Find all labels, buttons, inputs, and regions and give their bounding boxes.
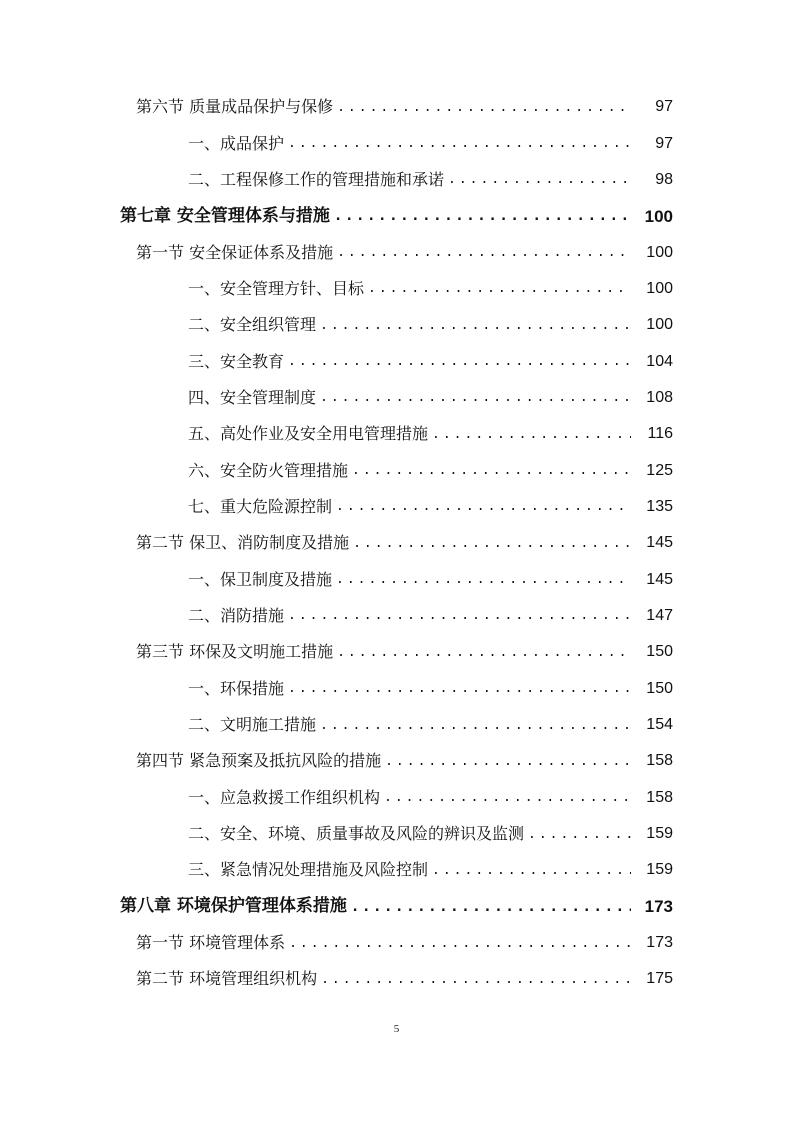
dot-leader — [336, 573, 631, 586]
toc-entry[interactable] — [0, 852, 793, 888]
dot-leader — [337, 101, 631, 114]
dot-leader — [385, 755, 631, 768]
toc-entry-title: 第八章 环境保护管理体系措施 — [120, 896, 347, 917]
toc-entry-page: 100 — [646, 316, 673, 334]
toc-entry-page: 154 — [646, 716, 673, 734]
toc-entry[interactable] — [0, 234, 793, 270]
toc-entry[interactable] — [0, 816, 793, 852]
toc-entry-page: 175 — [646, 970, 673, 988]
toc-chapter-entry[interactable] — [0, 198, 793, 234]
toc-entry-page: 100 — [644, 206, 673, 226]
toc-entry-title: 一、应急救援工作组织机构 — [188, 787, 381, 807]
toc-entry-page: 147 — [646, 606, 673, 624]
dot-leader — [289, 937, 631, 950]
toc-chapter-entry[interactable] — [0, 889, 793, 925]
toc-entry-page: 159 — [646, 825, 673, 843]
toc-entry-page: 159 — [646, 861, 673, 879]
dot-leader — [320, 719, 631, 732]
toc-entry[interactable] — [0, 125, 793, 161]
dot-leader — [528, 828, 631, 841]
dot-leader — [288, 137, 631, 150]
toc-entry-page: 150 — [646, 643, 673, 661]
dot-leader — [288, 609, 631, 622]
toc-entry-title: 三、安全教育 — [188, 351, 285, 371]
dot-leader — [321, 973, 631, 986]
toc-entry-title: 一、安全管理方针、目标 — [188, 278, 365, 298]
table-of-contents — [0, 89, 793, 998]
toc-entry-title: 第四节 紧急预案及抵抗风险的措施 — [136, 751, 382, 771]
toc-entry-title: 二、文明施工措施 — [188, 715, 317, 735]
toc-entry-page: 116 — [647, 425, 673, 443]
toc-entry-title: 第二节 环境管理组织机构 — [136, 969, 318, 989]
toc-entry-page: 98 — [655, 170, 673, 188]
toc-entry[interactable] — [0, 525, 793, 561]
dot-leader — [320, 319, 631, 332]
toc-entry[interactable] — [0, 561, 793, 597]
toc-entry[interactable] — [0, 634, 793, 670]
toc-entry[interactable] — [0, 416, 793, 452]
toc-entry[interactable] — [0, 743, 793, 779]
dot-leader — [352, 464, 631, 477]
dot-leader — [432, 428, 631, 441]
dot-leader — [337, 246, 631, 259]
toc-entry[interactable] — [0, 671, 793, 707]
toc-entry-page: 158 — [646, 788, 673, 806]
dot-leader — [432, 864, 631, 877]
toc-entry[interactable] — [0, 89, 793, 125]
toc-entry-page: 108 — [646, 388, 673, 406]
toc-entry-page: 100 — [646, 243, 673, 261]
toc-entry[interactable] — [0, 380, 793, 416]
toc-entry-title: 二、消防措施 — [188, 605, 285, 625]
dot-leader — [353, 537, 631, 550]
dot-leader — [384, 791, 631, 804]
toc-entry-title: 六、安全防火管理措施 — [188, 460, 349, 480]
dot-leader — [320, 391, 631, 404]
toc-entry[interactable] — [0, 162, 793, 198]
toc-entry-title: 七、重大危险源控制 — [188, 496, 333, 516]
toc-entry-title: 第二节 保卫、消防制度及措施 — [136, 533, 350, 553]
toc-entry-title: 一、保卫制度及措施 — [188, 569, 333, 589]
toc-entry-title: 第一节 安全保证体系及措施 — [136, 242, 334, 262]
toc-entry-title: 二、安全、环境、质量事故及风险的辨识及监测 — [188, 824, 525, 844]
toc-entry-title: 四、安全管理制度 — [188, 387, 317, 407]
toc-entry-page: 145 — [646, 534, 673, 552]
toc-entry-title: 五、高处作业及安全用电管理措施 — [188, 424, 429, 444]
dot-leader — [288, 682, 631, 695]
toc-entry-title: 第一节 环境管理体系 — [136, 933, 286, 953]
toc-entry-title: 一、成品保护 — [188, 133, 285, 153]
toc-entry[interactable] — [0, 707, 793, 743]
toc-entry[interactable] — [0, 489, 793, 525]
toc-entry-page: 97 — [655, 98, 673, 116]
toc-entry-page: 150 — [646, 679, 673, 697]
toc-entry-title: 三、紧急情况处理措施及风险控制 — [188, 860, 429, 880]
dot-leader — [336, 500, 631, 513]
toc-entry-page: 100 — [646, 279, 673, 297]
toc-entry-title: 第七章 安全管理体系与措施 — [120, 205, 330, 226]
toc-entry-page: 173 — [646, 934, 673, 952]
dot-leader — [368, 282, 631, 295]
dot-leader — [334, 209, 631, 223]
toc-entry-page: 158 — [646, 752, 673, 770]
dot-leader — [337, 646, 631, 659]
toc-entry-title: 一、环保措施 — [188, 678, 285, 698]
toc-entry-title: 第三节 环保及文明施工措施 — [136, 642, 334, 662]
toc-entry[interactable] — [0, 961, 793, 997]
dot-leader — [448, 173, 631, 186]
toc-entry-page: 173 — [644, 897, 673, 917]
toc-entry-page: 135 — [646, 497, 673, 515]
dot-leader — [288, 355, 631, 368]
toc-entry-title: 第六节 质量成品保护与保修 — [136, 97, 334, 117]
toc-entry-title: 二、安全组织管理 — [188, 315, 317, 335]
toc-entry-title: 二、工程保修工作的管理措施和承诺 — [188, 169, 445, 189]
toc-entry-page: 145 — [646, 570, 673, 588]
page-number: 5 — [393, 1023, 400, 1035]
dot-leader — [351, 900, 631, 914]
toc-entry-page: 125 — [646, 461, 673, 479]
toc-entry[interactable] — [0, 271, 793, 307]
toc-entry[interactable] — [0, 307, 793, 343]
toc-entry[interactable] — [0, 452, 793, 488]
toc-entry[interactable] — [0, 343, 793, 379]
toc-entry[interactable] — [0, 598, 793, 634]
toc-entry-page: 104 — [646, 352, 673, 370]
toc-entry-page: 97 — [655, 134, 673, 152]
toc-entry[interactable] — [0, 780, 793, 816]
toc-entry[interactable] — [0, 925, 793, 961]
